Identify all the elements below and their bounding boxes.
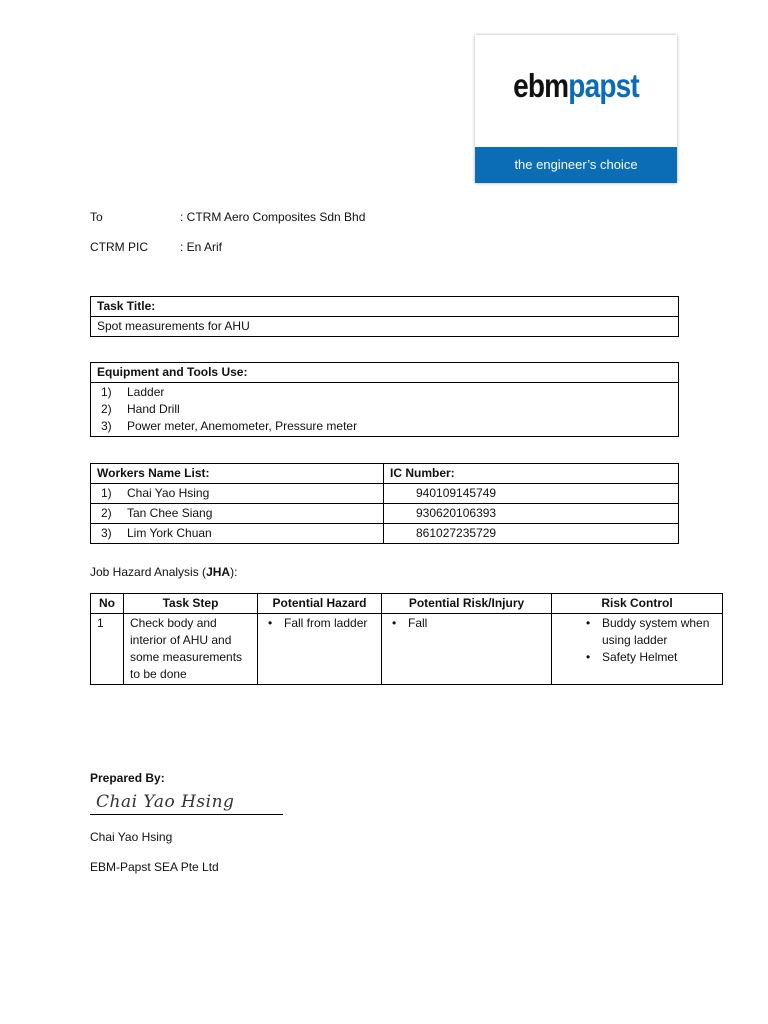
preparer-name: Chai Yao Hsing bbox=[90, 830, 173, 844]
prepared-by-label: Prepared By: bbox=[90, 771, 165, 785]
to-label: To bbox=[90, 210, 103, 224]
column-header-hazard: Potential Hazard bbox=[258, 594, 382, 614]
to-line bbox=[90, 210, 365, 224]
jha-hazard bbox=[258, 614, 382, 685]
table-row bbox=[91, 524, 679, 544]
task-title-label: Task Title: bbox=[91, 297, 679, 317]
item-number: 3) bbox=[101, 526, 112, 540]
jha-heading-suffix: ): bbox=[230, 565, 238, 579]
item-number: 3) bbox=[101, 419, 112, 433]
item-number: 2) bbox=[101, 402, 112, 416]
list-item: • Fall from ladder bbox=[284, 615, 375, 632]
item-number: 1) bbox=[101, 385, 112, 399]
jha-heading bbox=[90, 565, 237, 579]
preparer-company: EBM-Papst SEA Pte Ltd bbox=[90, 860, 219, 874]
workers-table bbox=[90, 463, 679, 544]
list-item: • Buddy system when using ladder bbox=[602, 615, 716, 649]
task-title-table bbox=[90, 296, 679, 337]
worker-name: Tan Chee Siang bbox=[127, 506, 213, 520]
jha-risk bbox=[382, 614, 552, 685]
table-row bbox=[91, 504, 679, 524]
equipment-heading: Equipment and Tools Use: bbox=[91, 363, 679, 383]
worker-name: Chai Yao Hsing bbox=[127, 486, 210, 500]
pic-line bbox=[90, 240, 222, 254]
pic-value: : En Arif bbox=[180, 240, 223, 254]
jha-heading-abbrev: JHA bbox=[206, 565, 231, 579]
item-text: Hand Drill bbox=[127, 402, 180, 416]
item-number: 1) bbox=[101, 486, 112, 500]
jha-task-step: Check body and interior of AHU and some measurements to be done bbox=[124, 614, 258, 685]
logo-brand-ebm: ebm bbox=[513, 67, 569, 104]
pic-label: CTRM PIC bbox=[90, 240, 148, 254]
equipment-table bbox=[90, 362, 679, 437]
item-text: Ladder bbox=[127, 385, 165, 399]
column-header-risk: Potential Risk/Injury bbox=[382, 594, 552, 614]
list-item: • Safety Helmet bbox=[602, 649, 716, 666]
table-row bbox=[91, 484, 679, 504]
column-header-control: Risk Control bbox=[552, 594, 723, 614]
worker-name-cell bbox=[91, 484, 384, 504]
worker-ic: 861027235729 bbox=[384, 524, 679, 544]
logo-brand-papst: papst bbox=[568, 67, 639, 104]
task-title-value: Spot measurements for AHU bbox=[91, 317, 679, 337]
workers-name-heading: Workers Name List: bbox=[91, 464, 384, 484]
signature bbox=[90, 790, 283, 815]
list-item bbox=[97, 384, 672, 401]
item-text: Power meter, Anemometer, Pressure meter bbox=[127, 419, 358, 433]
jha-heading-prefix: Job Hazard Analysis ( bbox=[90, 565, 207, 579]
logo-wordmark bbox=[490, 69, 662, 102]
worker-name: Lim York Chuan bbox=[127, 526, 212, 540]
jha-header-row bbox=[91, 594, 723, 614]
column-header-task-step: Task Step bbox=[124, 594, 258, 614]
company-logo bbox=[475, 35, 677, 183]
worker-name-cell bbox=[91, 524, 384, 544]
to-value: : CTRM Aero Composites Sdn Bhd bbox=[180, 210, 366, 224]
equipment-list bbox=[91, 383, 679, 437]
worker-ic: 930620106393 bbox=[384, 504, 679, 524]
workers-ic-heading: IC Number: bbox=[384, 464, 679, 484]
list-item: • Fall bbox=[408, 615, 545, 632]
jha-table bbox=[90, 593, 723, 685]
worker-name-cell bbox=[91, 504, 384, 524]
list-item bbox=[97, 401, 672, 418]
table-row bbox=[91, 614, 723, 685]
column-header-no: No bbox=[91, 594, 124, 614]
signature-text: Chai Yao Hsing bbox=[96, 792, 235, 812]
worker-ic: 940109145749 bbox=[384, 484, 679, 504]
logo-tagline: the engineer’s choice bbox=[475, 147, 677, 183]
jha-controls bbox=[552, 614, 723, 685]
list-item bbox=[97, 418, 672, 435]
item-number: 2) bbox=[101, 506, 112, 520]
jha-no: 1 bbox=[91, 614, 124, 685]
